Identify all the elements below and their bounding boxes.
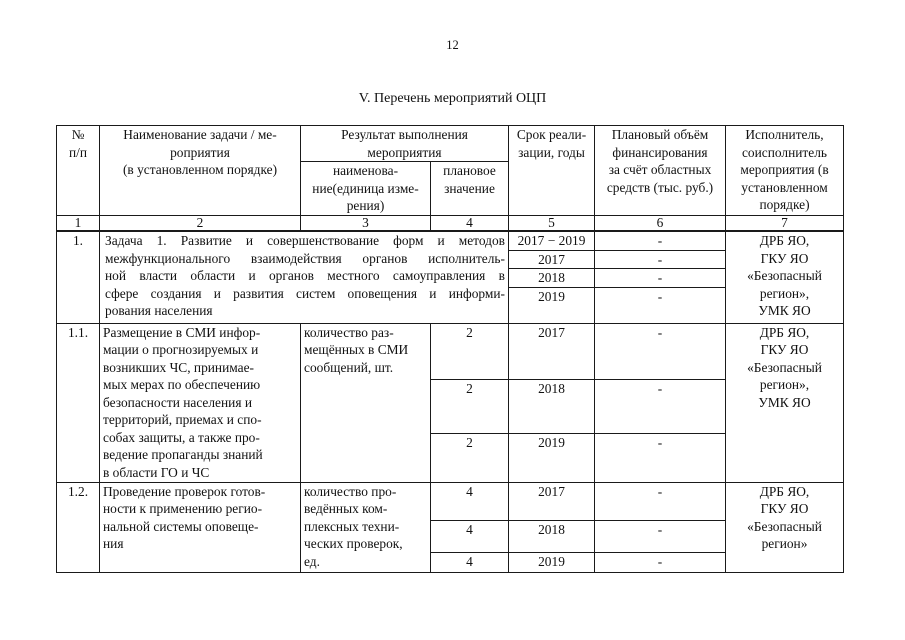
executor-line: ГКУ ЯО	[760, 501, 809, 516]
table-row	[57, 323, 844, 379]
period-cell: 2018	[509, 379, 595, 433]
executor-line: регион»	[761, 536, 808, 551]
header-result-planned	[431, 162, 509, 216]
item-description-line: территорий, приемах и спо-	[103, 412, 262, 427]
column-number: 5	[509, 215, 595, 231]
task-description-line: рования населения	[105, 303, 213, 318]
header-executor	[726, 126, 844, 216]
planned-value-cell: 4	[431, 482, 509, 520]
planned-value-cell: 4	[431, 552, 509, 572]
executor-line: УМК ЯО	[758, 394, 811, 410]
header-period-line: зации, годы	[518, 144, 585, 160]
period-cell: 2019	[509, 552, 595, 572]
planned-value-cell: 2	[431, 323, 509, 379]
result-name-line: ческих проверок,	[304, 536, 403, 551]
planned-value-cell: 2	[431, 379, 509, 433]
header-funding-line: средств (тыс. руб.)	[606, 179, 714, 195]
result-name-line: ведённых ком-	[304, 501, 388, 516]
item-description-line: ности к применению регио-	[103, 501, 263, 516]
header-result-name-line: рения)	[346, 198, 385, 213]
result-name-line: количество про-	[304, 483, 397, 499]
period-cell: 2017	[509, 482, 595, 520]
column-number: 3	[301, 215, 431, 231]
executor-line: ДРБ ЯО,	[759, 483, 810, 499]
funding-cell: -	[595, 269, 726, 288]
executor-cell	[726, 231, 844, 323]
executor-line: «Безопасный	[747, 518, 822, 534]
executor-line: ДРБ ЯО,	[759, 324, 810, 340]
item-description	[100, 323, 301, 482]
header-period	[509, 126, 595, 216]
header-result-line: мероприятия	[367, 144, 442, 160]
funding-cell: -	[595, 520, 726, 552]
funding-cell: -	[595, 552, 726, 572]
column-number: 6	[595, 215, 726, 231]
header-task-line: Наименование задачи / ме-	[123, 127, 277, 142]
planned-value-cell: 2	[431, 433, 509, 482]
task-description-line: ной власти области и органов местного самоуправления в	[105, 268, 505, 283]
period-cell: 2017 − 2019	[509, 231, 595, 250]
header-executor-line: соисполнитель	[741, 144, 828, 160]
executor-line: ГКУ ЯО	[760, 250, 809, 266]
table-row	[57, 482, 844, 520]
result-name-cell	[301, 323, 431, 482]
table-row	[57, 231, 844, 250]
item-description-line: Размещение в СМИ инфор-	[103, 324, 261, 340]
item-description	[100, 482, 301, 572]
planned-value-cell: 4	[431, 520, 509, 552]
period-cell: 2019	[509, 433, 595, 482]
header-number	[57, 126, 100, 216]
header-task-name	[100, 126, 301, 216]
header-executor-line: порядке)	[759, 197, 810, 212]
task-description-line: Задача 1. Развитие и совершенствование форм и методов	[105, 233, 505, 248]
header-funding	[595, 126, 726, 216]
item-description-line: возникших ЧС, принимае-	[103, 359, 254, 375]
result-name-line: мещённых в СМИ	[304, 342, 409, 357]
task-description-line: межфункционального взаимодействия органов исполнитель-	[105, 250, 505, 266]
item-description-line: собах защиты, а также про-	[103, 429, 260, 445]
period-cell: 2018	[509, 269, 595, 288]
result-name-line: количество раз-	[304, 324, 394, 340]
result-name-cell	[301, 482, 431, 572]
result-name-line: сообщений, шт.	[304, 359, 394, 375]
header-result-planned-line: значение	[444, 180, 495, 196]
header-task-line: роприятия	[170, 144, 230, 160]
executor-cell	[726, 323, 844, 482]
column-number: 2	[100, 215, 301, 231]
funding-cell: -	[595, 433, 726, 482]
header-result-name	[301, 162, 431, 216]
period-cell: 2018	[509, 520, 595, 552]
header-result-line: Результат выполнения	[341, 127, 468, 142]
funding-cell: -	[595, 323, 726, 379]
funding-cell: -	[595, 379, 726, 433]
executor-cell	[726, 482, 844, 572]
row-number: 1.2.	[57, 482, 100, 572]
column-number-row	[57, 215, 844, 231]
task-description	[100, 231, 509, 323]
column-number: 7	[726, 215, 844, 231]
item-description-line: безопасности населения и	[103, 394, 252, 410]
table-header-row	[57, 126, 844, 162]
executor-line: регион»,	[759, 377, 810, 392]
item-description-line: мых мерах по обеспечению	[103, 377, 261, 392]
page-number: 12	[446, 38, 459, 52]
section-title: V. Перечень мероприятий ОЦП	[358, 91, 547, 106]
header-executor-line: мероприятия (в	[740, 162, 829, 177]
executor-line: ГКУ ЯО	[760, 342, 809, 357]
funding-cell: -	[595, 482, 726, 520]
item-description-line: нальной системы оповеще-	[103, 518, 259, 534]
period-cell: 2019	[509, 287, 595, 323]
funding-cell: -	[595, 287, 726, 323]
header-funding-line: за счёт областных	[608, 162, 712, 177]
header-period-line: Срок реали-	[516, 127, 587, 142]
row-number: 1.	[57, 231, 100, 323]
header-result-planned-line: плановое	[443, 163, 496, 178]
activities-table	[56, 125, 844, 573]
header-task-line: (в установленном порядке)	[122, 162, 278, 177]
funding-cell: -	[595, 231, 726, 250]
item-description-line: ния	[103, 536, 124, 551]
executor-line: ДРБ ЯО,	[759, 233, 810, 248]
period-cell: 2017	[509, 323, 595, 379]
funding-cell: -	[595, 250, 726, 269]
executor-line: УМК ЯО	[758, 303, 811, 318]
column-number: 4	[431, 215, 509, 231]
executor-line: регион»,	[759, 285, 810, 301]
header-number-line: №	[71, 127, 85, 142]
header-result-name-line: наименова-	[332, 163, 399, 178]
header-result-name-line: ние(единица изме-	[312, 180, 419, 196]
column-number: 1	[57, 215, 100, 231]
header-executor-line: установленном	[741, 179, 828, 195]
item-description-line: ведение пропаганды знаний	[103, 447, 263, 462]
executor-line: «Безопасный	[747, 268, 822, 283]
result-name-line: плексных техни-	[304, 518, 400, 534]
header-executor-line: Исполнитель,	[745, 127, 824, 142]
header-funding-line: Плановый объём	[611, 127, 709, 142]
item-description-line: Проведение проверок готов-	[103, 483, 266, 499]
result-name-line: ед.	[304, 553, 320, 569]
row-number: 1.1.	[57, 323, 100, 482]
header-funding-line: финансирования	[612, 144, 708, 160]
executor-line: «Безопасный	[747, 359, 822, 375]
header-number-line: п/п	[68, 144, 88, 160]
period-cell: 2017	[509, 250, 595, 269]
item-description-line: мации о прогнозируемых и	[103, 342, 259, 357]
task-description-line: сфере создания и развития систем оповещения и информи-	[105, 285, 505, 301]
header-result	[301, 126, 509, 162]
item-description-line: в области ГО и ЧС	[103, 464, 210, 480]
